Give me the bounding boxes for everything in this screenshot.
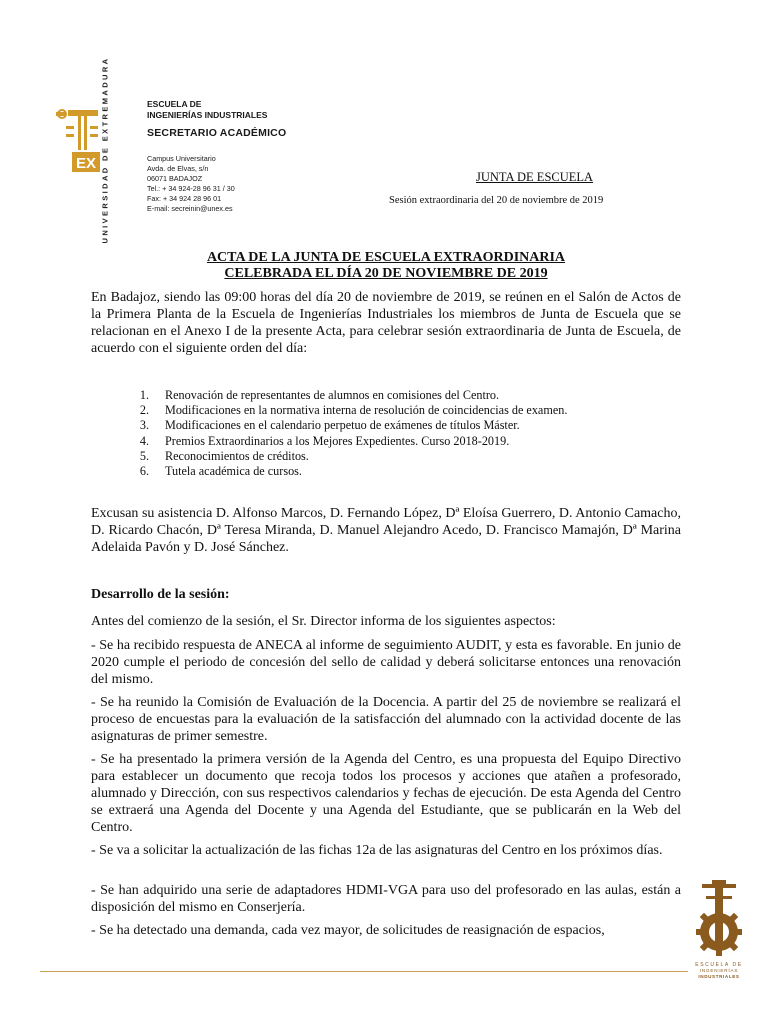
agenda-item <box>91 464 681 479</box>
session-subtitle: Sesión extraordinaria del 20 de noviembre de 2019 <box>389 195 604 206</box>
agenda-text: Premios Extraordinarios a los Mejores Expedientes. Curso 2018-2019. <box>165 433 510 448</box>
agenda-text: Modificaciones en el calendario perpetuo de exámenes de títulos Máster. <box>165 418 520 433</box>
agenda-number: 6. <box>139 464 149 479</box>
section-heading: Desarrollo de la sesión: <box>91 587 230 602</box>
footer-logo-line2: INGENIERÍAS <box>699 968 739 973</box>
junta-title: JUNTA DE ESCUELA <box>476 170 594 184</box>
agenda-number: 5. <box>139 448 149 463</box>
intro-paragraph: En Badajoz, siendo las 09:00 horas del día 20 de noviembre de 2019, se reúnen en el Salón de Actos de la Primera Planta de la Escuela de Ingenierías Industriales los miembros de Junta de Escuela que se relacionan en el Anexo I de la presente Acta, para celebrar sesión extraordinaria de Junta de Escuela, de acuerdo con el siguiente orden del día: <box>91 290 681 356</box>
agenda-number: 4. <box>139 433 149 448</box>
footer-logo-line3: INDUSTRIALES <box>698 974 740 979</box>
email-line: E-mail: secreinin@unex.es <box>147 204 233 213</box>
secretary-title: SECRETARIO ACADÉMICO <box>147 127 287 139</box>
acta-title <box>80 250 692 282</box>
school-gear-logo-icon <box>690 880 748 980</box>
body-paragraph: - Se ha recibido respuesta de ANECA al informe de seguimiento AUDIT, y esta es favorable. En junio de 2020 cumple el periodo de concesión del sello de calidad y deberá solicitarse entonces una renovación del mismo. <box>91 638 681 687</box>
agenda-item <box>91 388 681 403</box>
agenda-number: 1. <box>139 388 149 402</box>
body-paragraph: - Se han adquirido una serie de adaptadores HDMI-VGA para uso del profesorado en las aulas, están a disposición del mismo en Conserjería. <box>91 883 681 915</box>
agenda-list <box>91 388 681 479</box>
body-paragraph: - Se ha detectado una demanda, cada vez mayor, de solicitudes de reasignación de espacios, <box>91 923 605 938</box>
body-paragraph: - Se va a solicitar la actualización de las fichas 12a de las asignaturas del Centro en los próximos días. <box>91 843 663 858</box>
fax-line: Fax: + 34 924 28 96 01 <box>147 194 222 203</box>
agenda-item <box>91 434 681 449</box>
body-paragraph: Antes del comienzo de la sesión, el Sr. Director informa de los siguientes aspectos: <box>91 614 556 629</box>
acta-title-line2: CELEBRADA EL DÍA 20 DE NOVIEMBRE DE 2019 <box>224 266 548 281</box>
agenda-item <box>91 418 681 433</box>
logo-text: EX <box>75 155 97 172</box>
agenda-text: Renovación de representantes de alumnos en comisiones del Centro. <box>165 388 500 402</box>
address-line: 06071 BADAJOZ <box>147 174 203 183</box>
agenda-item <box>91 403 681 418</box>
agenda-text: Modificaciones en la normativa interna de resolución de coincidencias de examen. <box>165 403 568 418</box>
address-line: Avda. de Elvas, s/n <box>147 164 209 173</box>
school-name-line1: ESCUELA DE <box>147 99 202 109</box>
body-paragraph: - Se ha presentado la primera versión de la Agenda del Centro, es una propuesta del Equipo Directivo para establecer un documento que recoja todos los procesos y acciones que atañen a profesorado, alumnado y Dirección, con sus respectivos calendarios y fechas de ejecución. De esta Agenda del Centro se extraerá una Agenda del Docente y una Agenda del Estudiante, que se publicarán en la Web del Centro. <box>91 752 681 835</box>
body-paragraph: - Se ha reunido la Comisión de Evaluación de la Docencia. A partir del 25 de noviembre se realizará el proceso de encuestas para la evaluación de la satisfacción del alumnado con la actividad docente de las asignaturas de primer semestre. <box>91 695 681 744</box>
address-line: Campus Universitario <box>147 154 216 163</box>
university-logo-icon <box>56 108 106 174</box>
school-name-line2: INGENIERÍAS INDUSTRIALES <box>147 110 268 120</box>
phone-line: Tel.: + 34 924-28 96 31 / 30 <box>147 184 235 193</box>
agenda-number: 3. <box>139 418 149 433</box>
agenda-item <box>91 449 681 464</box>
agenda-number: 2. <box>139 403 149 418</box>
agenda-text: Tutela académica de cursos. <box>165 464 302 479</box>
footer-logo-line1: ESCUELA DE <box>695 962 743 968</box>
excusan-paragraph: Excusan su asistencia D. Alfonso Marcos, D. Fernando López, Dª Eloísa Guerrero, D. Antonio Camacho, D. Ricardo Chacón, Dª Teresa Miranda, D. Manuel Alejandro Acedo, D. Francisco Mamajón, Dª Marina Adelaida Pavón y D. José Sánchez. <box>91 506 681 555</box>
acta-title-line1: ACTA DE LA JUNTA DE ESCUELA EXTRAORDINARIA <box>206 250 566 265</box>
university-vertical-text: UNIVERSIDAD DE EXTREMADURA <box>100 56 110 244</box>
agenda-text: Reconocimientos de créditos. <box>165 448 309 463</box>
footer-divider <box>40 971 688 972</box>
